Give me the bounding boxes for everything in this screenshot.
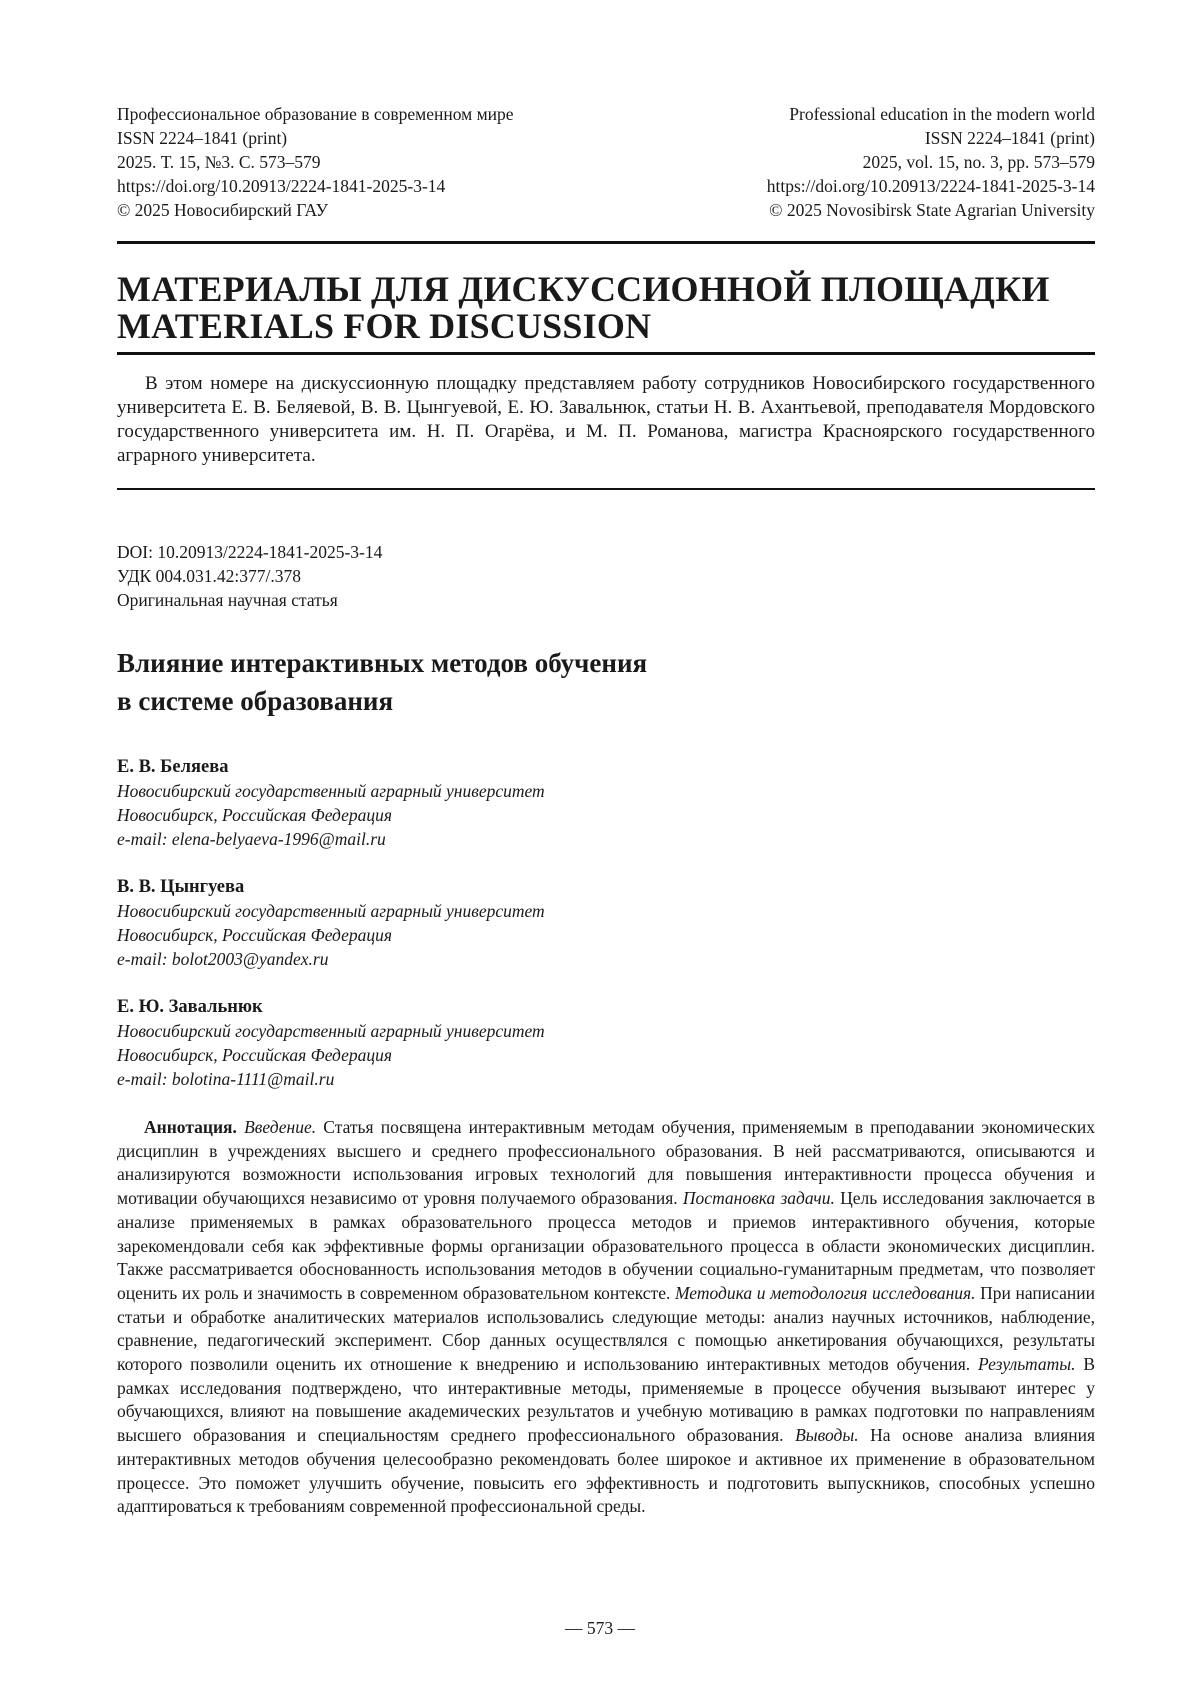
author-email[interactable]: e-mail: bolot2003@yandex.ru [117, 947, 1095, 971]
abstract-heading-task: Постановка задачи. [683, 1188, 835, 1208]
section-title-ru: МАТЕРИАЛЫ ДЛЯ ДИСКУССИОННОЙ ПЛОЩАДКИ [117, 271, 1095, 308]
abstract [117, 1116, 1095, 1519]
author-email[interactable]: e-mail: elena-belyaeva-1996@mail.ru [117, 827, 1095, 851]
abstract-heading-conclusions: Выводы. [795, 1425, 859, 1445]
article-meta [117, 540, 1095, 612]
abstract-text-results: В рамках исследования подтверждено, что интерактивные методы, применяемые в процессе обучения вызывают интерес у обучающихся, влияют на повышение академических результатов и учебную мотивацию в рамках подготовки по направлениям высшего образования и специальностям среднего профессионального образования. [117, 1354, 1095, 1445]
page [117, 102, 1095, 1536]
header-left-ru [117, 102, 514, 222]
header-journal-title-en: Professional education in the modern world [767, 102, 1095, 126]
abstract-text-task: Цель исследования заключается в анализе применяемых в рамках образовательного процесса методов и приемов интерактивного обучения, которые зарекомендовали себя как эффективные формы организации образовательного процесса в области экономических дисциплин. Также рассматривается обоснованность использования методов в обучении социально-гуманитарным предметам, что позволяет оценить их роль и значимость в современном образовательном контексте. [117, 1188, 1095, 1303]
abstract-text-methods: При написании статьи и обработке аналитических материалов использовались следующие методы: анализ научных источников, наблюдение, сравнение, педагогический эксперимент. Сбор данных осуществлялся с помощью анкетирования обучающихся, результаты которого позволили оценить их отношение к внедрению и использованию интерактивных методов обучения. [117, 1283, 1095, 1374]
author-affiliation: Новосибирский государственный аграрный университет [117, 899, 1095, 923]
abstract-heading-methods: Методика и методология исследования. [675, 1283, 976, 1303]
header-journal-title-ru: Профессиональное образование в современном мире [117, 102, 514, 126]
article-doi[interactable]: DOI: 10.20913/2224-1841-2025-3-14 [117, 540, 1095, 564]
header-doi-ru[interactable]: https://doi.org/10.20913/2224-1841-2025-3-14 [117, 174, 514, 198]
section-title [117, 271, 1095, 345]
author-block [117, 755, 1095, 851]
author-location: Новосибирск, Российская Федерация [117, 923, 1095, 947]
author-email[interactable]: e-mail: bolotina-1111@mail.ru [117, 1067, 1095, 1091]
abstract-heading-results: Результаты. [978, 1354, 1075, 1374]
author-location: Новосибирск, Российская Федерация [117, 1043, 1095, 1067]
author-block [117, 875, 1095, 971]
author-name: Е. В. Беляева [117, 755, 1095, 779]
section-title-divider [117, 352, 1095, 355]
author-location: Новосибирск, Российская Федерация [117, 803, 1095, 827]
article-type: Оригинальная научная статья [117, 588, 1095, 612]
header-doi-en[interactable]: https://doi.org/10.20913/2224-1841-2025-3-14 [767, 174, 1095, 198]
author-name: Е. Ю. Завальнюк [117, 995, 1095, 1019]
article-title [117, 644, 1095, 720]
article-title-line-1: Влияние интерактивных методов обучения [117, 644, 1095, 682]
header-issn-en: ISSN 2224–1841 (print) [767, 126, 1095, 150]
section-title-en: MATERIALS FOR DISCUSSION [117, 308, 1095, 345]
page-number: — 573 — [0, 1618, 1200, 1639]
article-title-line-2: в системе образования [117, 682, 1095, 720]
editorial-intro: В этом номере на дискуссионную площадку представляем работу сотрудников Новосибирского государственного университета Е. В. Беляевой, В. В. Цынгуевой, Е. Ю. Завальнюк, статьи Н. В. Ахантьевой, преподавателя Мордовского государственного университета им. Н. П. Огарёва, и М. П. Романова, магистра Красноярского государственного аграрного университета. [117, 372, 1095, 468]
journal-header [117, 102, 1095, 222]
author-block [117, 995, 1095, 1091]
header-issue-ru: 2025. Т. 15, №3. С. 573–579 [117, 150, 514, 174]
author-affiliation: Новосибирский государственный аграрный университет [117, 779, 1095, 803]
header-issue-en: 2025, vol. 15, no. 3, pp. 573–579 [767, 150, 1095, 174]
abstract-text-introduction: Статья посвящена интерактивным методам обучения, применяемым в преподавании экономических дисциплин в учреждениях высшего и среднего профессионального образования. В ней рассматриваются, описываются и анализируются возможности использования игровых технологий для повышения интерактивности процесса обучения и мотивации обучающихся независимо от уровня получаемого образования. [117, 1117, 1095, 1208]
abstract-label: Аннотация. [144, 1117, 237, 1137]
header-divider [117, 241, 1095, 244]
author-name: В. В. Цынгуева [117, 875, 1095, 899]
abstract-text-conclusions: На основе анализа влияния интерактивных методов обучения целесообразно рекомендовать более широкое и активное их применение в образовательном процессе. Это поможет улучшить обучение, повысить его эффективность и подготовить выпускников, способных успешно адаптироваться к требованиям современной профессиональной среды. [117, 1425, 1095, 1516]
abstract-heading-introduction: Введение. [244, 1117, 316, 1137]
article-udk: УДК 004.031.42:377/.378 [117, 564, 1095, 588]
author-affiliation: Новосибирский государственный аграрный университет [117, 1019, 1095, 1043]
header-issn-ru: ISSN 2224–1841 (print) [117, 126, 514, 150]
header-right-en [767, 102, 1095, 222]
header-copyright-ru: © 2025 Новосибирский ГАУ [117, 198, 514, 222]
header-copyright-en: © 2025 Novosibirsk State Agrarian University [767, 198, 1095, 222]
intro-divider [117, 488, 1095, 490]
